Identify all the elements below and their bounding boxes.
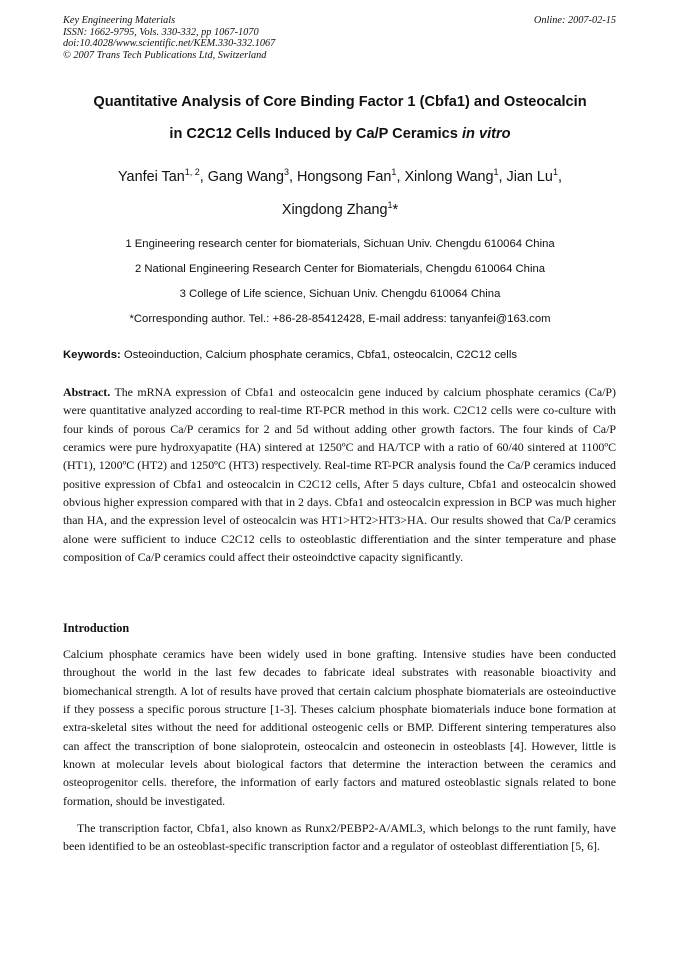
keywords-label: Keywords: [63,349,121,361]
affiliation-3: 3 College of Life science, Sichuan Univ. Chengdu 610064 China [179,288,501,300]
author-name: Hongsong Fan [297,169,392,185]
introduction-paragraph-1: Calcium phosphate ceramics have been widely used in bone grafting. Intensive studies have been conducted throughout the world in the last few decades to fabricate ideal substrates with reasonable bioactivity and biomechanical strength. A lot of results have proved that certain calcium phosphate biomaterials are osteoinductive if they possess a specific porous structure [1-3]. Theses calcium phosphate biomaterials induce bone formation at extra-skeletal sites without the need for additional osteogenic cells or BMP. Different sintering temperatures also can affect the transcription of bone sialoprotein, osteocalcin and osteonecin in osteoblasts [4]. However, little is known at molecular levels about biological factors that determine the interaction between the ceramics and osteoprogenitor cells. therefore, the information of early factors and matured osteoblastic signals related to bone formation, should be investigated. [63,647,616,808]
keywords [63,349,623,361]
author-affiliation-mark: 1 [493,167,499,177]
abstract [63,383,616,566]
author-affiliation-mark: 1, 2 [184,167,200,177]
author-separator: , [396,169,405,185]
copyright-line: © 2007 Trans Tech Publications Ltd, Switzerland [63,49,267,61]
corresponding-author: *Corresponding author. Tel.: +86-28-85412428, E-mail address: tanyanfei@163.com [129,313,551,325]
author-name: Yanfei Tan [118,169,185,185]
corresponding-author-mark: * [392,202,399,218]
journal-header [63,15,616,61]
doi-line: doi:10.4028/www.scientific.net/KEM.330-332.1067 [63,38,276,50]
author-separator: , [498,169,507,185]
abstract-label: Abstract. [63,385,111,399]
author-list-line-1 [30,169,650,185]
author-separator: , [557,169,562,185]
keywords-text: Osteoinduction, Calcium phosphate ceramics, Cbfa1, osteocalcin, C2C12 cells [120,349,517,361]
affiliation-1: 1 Engineering research center for biomaterials, Sichuan Univ. Chengdu 610064 China [125,238,555,250]
author-list-line-2 [30,202,650,218]
paper-title-line-1: Quantitative Analysis of Core Binding Factor 1 (Cbfa1) and Osteocalcin [93,94,587,110]
author-affiliation-mark: 1 [391,167,397,177]
online-date: Online: 2007-02-15 [533,15,616,26]
introduction-heading: Introduction [63,621,130,635]
author-affiliation-mark: 1 [552,167,558,177]
author-name: Xingdong Zhang [281,202,388,218]
author-separator: , [289,169,298,185]
author-name: Gang Wang [207,169,284,185]
author-name: Xinlong Wang [404,169,494,185]
author-separator: , [199,169,208,185]
author-name: Jian Lu [506,169,553,185]
author-affiliation-mark: 3 [284,167,290,177]
issn-line: ISSN: 1662-9795, Vols. 330-332, pp 1067-1070 [63,26,259,38]
paper-title-line-2 [40,126,640,142]
title-main-text: in C2C12 Cells Induced by Ca/P Ceramics [169,126,462,142]
affiliation-2: 2 National Engineering Research Center for Biomaterials, Chengdu 610064 China [134,263,546,275]
author-affiliation-mark: 1 [387,200,393,210]
introduction-paragraph-2: The transcription factor, Cbfa1, also known as Runx2/PEBP2-A/AML3, which belongs to the runt family, have been identified to be an osteoblast-specific transcription factor and a regulator of osteoblast differentiation [5, 6]. [63,821,616,854]
journal-name: Key Engineering Materials [63,15,176,26]
title-italic-text: in vitro [461,126,511,142]
abstract-text: The mRNA expression of Cbfa1 and osteocalcin gene induced by calcium phosphate ceramics (Ca/P) were quantitative analyzed according to real-time RT-PCR method in this work. C2C12 cells were co-culture with four kinds of porous Ca/P ceramics for 2 and 5d without adding other growth factors. The four kinds of Ca/P ceramics were pure hydroxyapatite (HA) sintered at 1250ºC and HA/TCP with a ratio of 60/40 sintered at 1100ºC (HT1), 1200ºC (HT2) and 1250ºC (HT3) respectively. Real-time RT-PCR analysis found the Ca/P ceramics induced positive expression of Cbfa1 and osteocalcin in C2C12 cells, After 5 days culture, Cbfa1 and osteocalcin showed obvious higher expression compared with that in 2 days. Cbfa1 and osteocalcin expression in BCP was much higher than HA, and the expression level of osteocalcin was HT1>HT2>HT3>HA. Our results showed that Ca/P ceramics alone were sufficient to induce C2C12 cells to osteoblastic differentiation and the sinter temperature and phase composition of Ca/P ceramics could affect their osteoindctive capacity significantly. [63,385,616,565]
